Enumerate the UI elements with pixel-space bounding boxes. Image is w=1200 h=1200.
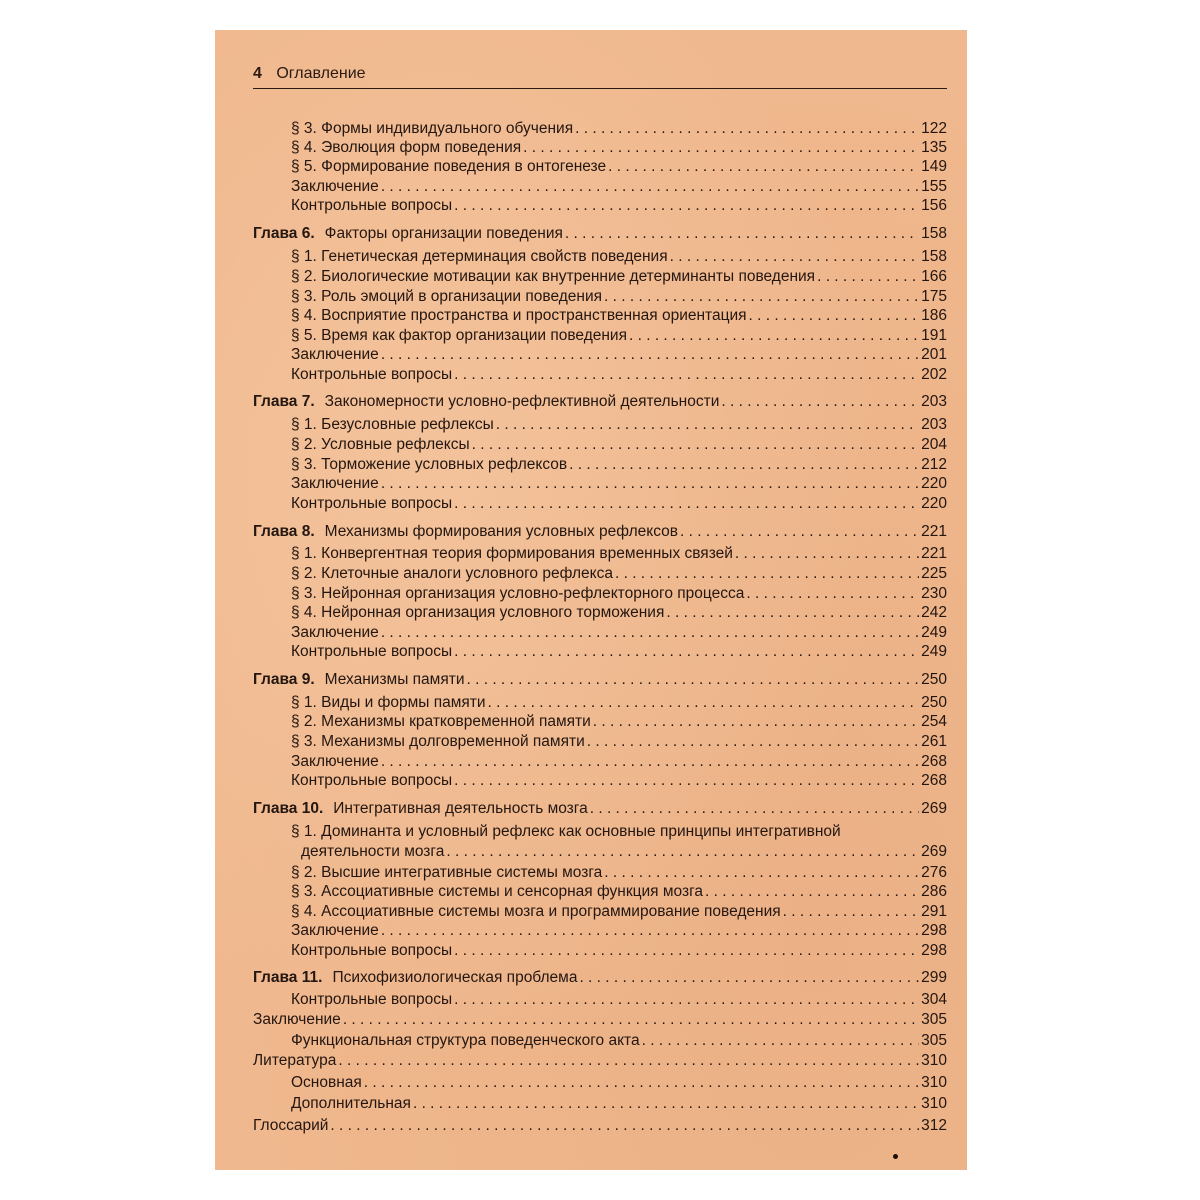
- toc-entry-text: Основная: [291, 1074, 362, 1091]
- toc-entry-text: Глоссарий: [253, 1117, 329, 1134]
- toc-page-number: 242: [921, 604, 947, 621]
- toc-entry-title: [291, 771, 452, 791]
- toc-entry-title: [253, 799, 588, 819]
- toc-entry-text: § 4. Эволюция форм поведения: [291, 139, 522, 156]
- toc-entry-text: Дополнительная: [291, 1095, 411, 1112]
- toc-page-number: 149: [921, 158, 947, 175]
- toc-row: [291, 267, 947, 287]
- toc-entry-title: [253, 1116, 328, 1136]
- toc-page-number: 201: [921, 346, 947, 363]
- toc-page-number: 249: [921, 624, 947, 641]
- toc-entry-text: Заключение: [291, 178, 379, 195]
- toc-chapter-number: Глава 11.: [253, 969, 323, 986]
- toc-dot-leader: [523, 138, 919, 158]
- toc-entry-title: [291, 247, 668, 267]
- ink-speck: [893, 1154, 898, 1159]
- toc-row: [291, 822, 947, 842]
- toc-entry-text: Закономерности условно-рефлективной деятельности: [324, 393, 720, 410]
- toc-dot-leader: [579, 968, 919, 988]
- toc-row: [291, 177, 947, 197]
- toc-page-number: 305: [921, 1032, 947, 1049]
- toc-dot-leader: [381, 921, 919, 941]
- toc-entry-title: [291, 544, 733, 564]
- toc-row: [291, 306, 947, 326]
- toc-page-number: 158: [921, 225, 947, 242]
- toc-entry-title: [291, 177, 379, 197]
- toc-dot-leader: [488, 693, 920, 713]
- toc-entry-title: [291, 732, 585, 752]
- toc-entry-text: Механизмы формирования условных рефлексов: [324, 523, 679, 540]
- toc-row: [291, 882, 947, 902]
- toc-entry-text: § 4. Ассоциативные системы мозга и программирование поведения: [291, 903, 781, 920]
- toc-dot-leader: [343, 1010, 919, 1030]
- toc-entry-text: § 2. Условные рефлексы: [291, 436, 470, 453]
- toc-entry-title: [291, 752, 379, 772]
- toc-page-number: 203: [921, 393, 947, 410]
- toc-page-number: 298: [921, 922, 947, 939]
- toc-entry-text: Заключение: [291, 624, 379, 641]
- toc-dot-leader: [565, 224, 919, 244]
- toc-row: [291, 921, 947, 941]
- toc-entry-title: [291, 326, 627, 346]
- toc-entry-title: [291, 921, 379, 941]
- toc-row: [291, 603, 947, 623]
- toc-row: [291, 863, 947, 883]
- toc-entry-title: [291, 196, 452, 216]
- toc-entry-text: § 1. Доминанта и условный рефлекс как основные принципы интегративной: [291, 823, 841, 840]
- toc-chapter-number: Глава 8.: [253, 523, 315, 540]
- toc-page-number: 203: [921, 416, 947, 433]
- toc-dot-leader: [783, 902, 919, 922]
- toc-entry-title: [291, 157, 606, 177]
- toc-page-number: 250: [921, 694, 947, 711]
- toc-row: [291, 415, 947, 435]
- toc-page-number: 250: [921, 671, 947, 688]
- toc-page-number: 304: [921, 991, 947, 1008]
- toc-entry-title: [291, 415, 494, 435]
- toc-entry-text: § 5. Формирование поведения в онтогенезе: [291, 158, 607, 175]
- toc-page-number: 191: [921, 327, 947, 344]
- toc-entry-text: Функциональная структура поведенческого акта: [291, 1032, 640, 1049]
- toc-dot-leader: [569, 455, 919, 475]
- toc-dot-leader: [749, 306, 920, 326]
- toc-row: [291, 326, 947, 346]
- toc-dot-leader: [670, 247, 920, 267]
- toc-entry-text: § 4. Нейронная организация условного торможения: [291, 604, 665, 621]
- toc-entry-text: Заключение: [253, 1011, 341, 1028]
- toc-page-number: 155: [921, 178, 947, 195]
- toc-dot-leader: [587, 732, 919, 752]
- toc-entry-title: [253, 1010, 341, 1030]
- toc-entry-text: § 3. Роль эмоций в организации поведения: [291, 288, 602, 305]
- toc-dot-leader: [364, 1073, 919, 1093]
- toc-entry-title: [291, 138, 521, 158]
- toc-entry-title: [291, 1094, 411, 1114]
- toc-dot-leader: [604, 863, 919, 883]
- toc-row: [291, 771, 947, 791]
- toc-row: [301, 842, 947, 862]
- toc-entry-text: Контрольные вопросы: [291, 495, 453, 512]
- toc-entry-text: Психофизиологическая проблема: [332, 969, 578, 986]
- toc-dot-leader: [381, 177, 919, 197]
- toc-entry-title: [291, 642, 452, 662]
- toc-dot-leader: [735, 544, 919, 564]
- toc-row: [291, 435, 947, 455]
- toc-chapter-number: Глава 9.: [253, 671, 315, 688]
- toc-entry-title: [291, 564, 613, 584]
- toc-entry-text: § 1. Конвергентная теория формирования временных связей: [291, 545, 733, 562]
- toc-chapter-number: Глава 6.: [253, 225, 315, 242]
- toc-dot-leader: [338, 1051, 919, 1071]
- toc-row: [291, 1073, 947, 1093]
- toc-dot-leader: [413, 1094, 919, 1114]
- toc-dot-leader: [680, 522, 919, 542]
- toc-row: [291, 623, 947, 643]
- toc-entry-text: Механизмы памяти: [324, 671, 465, 688]
- toc-row: [291, 584, 947, 604]
- header-title: Оглавление: [276, 65, 366, 82]
- toc-row: [291, 642, 947, 662]
- toc-entry-text: § 2. Биологические мотивации как внутренние детерминанты поведения: [291, 268, 816, 285]
- toc-page-number: 298: [921, 942, 947, 959]
- toc-page-number: 220: [921, 475, 947, 492]
- toc-entry-text: § 5. Время как фактор организации поведения: [291, 327, 627, 344]
- header-page-number: 4: [253, 65, 262, 82]
- toc-page-number: 268: [921, 753, 947, 770]
- toc-entry-title: [291, 119, 573, 139]
- toc-page-number: 221: [921, 523, 947, 540]
- toc-entry-title: [291, 584, 744, 604]
- toc-dot-leader: [381, 474, 919, 494]
- toc-row: [291, 138, 947, 158]
- toc-page-number: 230: [921, 585, 947, 602]
- toc-entry-title: [291, 365, 452, 385]
- toc-row: [253, 1051, 947, 1071]
- toc-entry-text: § 3. Нейронная организация условно-рефлекторного процесса: [291, 585, 745, 602]
- toc-row: [291, 365, 947, 385]
- toc-dot-leader: [496, 415, 919, 435]
- toc-dot-leader: [604, 287, 919, 307]
- toc-dot-leader: [721, 392, 919, 412]
- toc-entry-text: Интегративная деятельность мозга: [333, 800, 588, 817]
- toc-page-number: 212: [921, 456, 947, 473]
- toc-page-number: 286: [921, 883, 947, 900]
- toc-row: [291, 990, 947, 1010]
- toc-page-number: 122: [921, 120, 947, 137]
- toc-page-number: 254: [921, 713, 947, 730]
- toc-dot-leader: [454, 196, 919, 216]
- toc-dot-leader: [454, 365, 919, 385]
- toc-page-number: 261: [921, 733, 947, 750]
- toc-row: [291, 455, 947, 475]
- toc-dot-leader: [446, 842, 919, 862]
- toc-entry-text: Контрольные вопросы: [291, 366, 453, 383]
- toc-page-number: 166: [921, 268, 947, 285]
- toc-entry-text: § 3. Формы индивидуального обучения: [291, 120, 574, 137]
- toc-dot-leader: [590, 799, 919, 819]
- toc-entry-text: § 1. Безусловные рефлексы: [291, 416, 494, 433]
- toc-page-number: 249: [921, 643, 947, 660]
- toc-entry-text: § 1. Генетическая детерминация свойств поведения: [291, 248, 668, 265]
- toc-dot-leader: [381, 345, 919, 365]
- toc-entry-title: [301, 842, 444, 862]
- toc-entry-title: [253, 522, 678, 542]
- toc-row: [291, 287, 947, 307]
- toc-entry-text: § 3. Ассоциативные системы и сенсорная функция мозга: [291, 883, 704, 900]
- toc-chapter-row: [253, 670, 947, 690]
- toc-row: [291, 119, 947, 139]
- toc-page-number: 202: [921, 366, 947, 383]
- toc-entry-title: [291, 345, 379, 365]
- toc-dot-leader: [615, 564, 919, 584]
- toc-entry-title: [291, 822, 841, 842]
- toc-page-number: 305: [921, 1011, 947, 1028]
- toc-row: [291, 902, 947, 922]
- toc-entry-title: [291, 941, 452, 961]
- toc-entry-text: Контрольные вопросы: [291, 772, 453, 789]
- toc-dot-leader: [381, 752, 919, 772]
- toc-row: [291, 693, 947, 713]
- toc-row: [291, 157, 947, 177]
- toc-page-number: 276: [921, 864, 947, 881]
- toc-dot-leader: [593, 712, 919, 732]
- toc-entry-text: Факторы организации поведения: [324, 225, 563, 242]
- toc-dot-leader: [705, 882, 919, 902]
- toc-entry-title: [291, 990, 452, 1010]
- toc-entry-title: [291, 494, 452, 514]
- toc-dot-leader: [466, 670, 919, 690]
- toc-entry-title: [291, 1031, 640, 1051]
- toc-row: [291, 1031, 947, 1051]
- toc-page-number: 221: [921, 545, 947, 562]
- toc-chapter-number: Глава 10.: [253, 800, 324, 817]
- toc-entry-title: [291, 267, 815, 287]
- toc-dot-leader: [454, 941, 919, 961]
- toc-chapter-row: [253, 224, 947, 244]
- toc-page-number: 175: [921, 288, 947, 305]
- toc-dot-leader: [454, 494, 919, 514]
- toc-page-number: 310: [921, 1052, 947, 1069]
- toc-page-number: 310: [921, 1095, 947, 1112]
- toc-page-number: 156: [921, 197, 947, 214]
- toc-entry-text: Заключение: [291, 475, 379, 492]
- toc-entry-title: [291, 882, 703, 902]
- toc-entry-text: Заключение: [291, 346, 379, 363]
- toc-entry-title: [291, 693, 486, 713]
- toc-page-number: 269: [921, 843, 947, 860]
- toc-row: [253, 1116, 947, 1136]
- toc-entry-text: § 1. Виды и формы памяти: [291, 694, 486, 711]
- toc-dot-leader: [642, 1031, 920, 1051]
- toc-row: [291, 564, 947, 584]
- toc-chapter-row: [253, 799, 947, 819]
- toc-entry-title: [253, 1051, 336, 1071]
- toc-entry-text: § 2. Механизмы кратковременной памяти: [291, 713, 591, 730]
- toc-dot-leader: [454, 642, 919, 662]
- toc-row: [291, 712, 947, 732]
- toc-page-number: 204: [921, 436, 947, 453]
- toc-dot-leader: [454, 990, 919, 1010]
- toc-row: [291, 196, 947, 216]
- toc-entry-text: деятельности мозга: [301, 843, 445, 860]
- toc-entry-text: Контрольные вопросы: [291, 643, 453, 660]
- toc-dot-leader: [746, 584, 919, 604]
- toc-dot-leader: [608, 157, 919, 177]
- toc-entry-title: [253, 670, 464, 690]
- toc-dot-leader: [666, 603, 919, 623]
- toc-dot-leader: [629, 326, 919, 346]
- toc-entry-text: § 2. Клеточные аналоги условного рефлекса: [291, 565, 613, 582]
- toc-row: [291, 941, 947, 961]
- toc-page-number: 225: [921, 565, 947, 582]
- toc-entry-text: Заключение: [291, 753, 379, 770]
- toc-entry-text: Контрольные вопросы: [291, 197, 453, 214]
- toc-entry-text: § 3. Торможение условных рефлексов: [291, 456, 568, 473]
- toc-entry-title: [291, 603, 664, 623]
- toc-page-number: 310: [921, 1074, 947, 1091]
- toc-entry-text: Литература: [253, 1052, 337, 1069]
- toc-entry-title: [253, 224, 563, 244]
- toc-entry-text: § 3. Механизмы долговременной памяти: [291, 733, 585, 750]
- toc-chapter-row: [253, 392, 947, 412]
- toc-row: [291, 474, 947, 494]
- toc-page-number: 135: [921, 139, 947, 156]
- toc-entry-title: [291, 306, 747, 326]
- toc-entry-text: § 4. Восприятие пространства и пространственная ориентация: [291, 307, 747, 324]
- toc-entry-title: [291, 712, 591, 732]
- toc-chapter-row: [253, 522, 947, 542]
- toc-entry-title: [291, 287, 602, 307]
- toc-entry-title: [291, 474, 379, 494]
- toc-page-number: 220: [921, 495, 947, 512]
- toc-row: [291, 752, 947, 772]
- toc-dot-leader: [381, 623, 919, 643]
- toc-page-number: 291: [921, 903, 947, 920]
- toc-entry-text: § 2. Высшие интегративные системы мозга: [291, 864, 603, 881]
- toc-entry-title: [291, 863, 602, 883]
- toc-row: [291, 247, 947, 267]
- toc-page-number: 312: [921, 1117, 947, 1134]
- toc-entry-text: Контрольные вопросы: [291, 991, 453, 1008]
- toc-dot-leader: [575, 119, 919, 139]
- toc-row: [291, 345, 947, 365]
- toc-entry-title: [253, 968, 577, 988]
- toc-dot-leader: [817, 267, 919, 287]
- toc-dot-leader: [330, 1116, 919, 1136]
- toc-page-number: 186: [921, 307, 947, 324]
- toc-row: [291, 544, 947, 564]
- toc-chapter-number: Глава 7.: [253, 393, 315, 410]
- toc-entry-title: [291, 435, 470, 455]
- toc-page-number: 268: [921, 772, 947, 789]
- toc-entry-text: Заключение: [291, 922, 379, 939]
- toc-row: [291, 494, 947, 514]
- toc-row: [291, 732, 947, 752]
- toc-dot-leader: [454, 771, 919, 791]
- toc-entry-text: Контрольные вопросы: [291, 942, 453, 959]
- toc-row: [253, 1010, 947, 1030]
- toc-entry-title: [291, 902, 781, 922]
- toc-dot-leader: [472, 435, 920, 455]
- toc-entry-title: [253, 392, 719, 412]
- toc-chapter-row: [253, 968, 947, 988]
- toc-row: [291, 1094, 947, 1114]
- toc-page-number: 158: [921, 248, 947, 265]
- toc-entry-title: [291, 623, 379, 643]
- toc-entry-title: [291, 455, 567, 475]
- toc-page-number: 299: [921, 969, 947, 986]
- toc-entry-title: [291, 1073, 362, 1093]
- toc-page-number: 269: [921, 800, 947, 817]
